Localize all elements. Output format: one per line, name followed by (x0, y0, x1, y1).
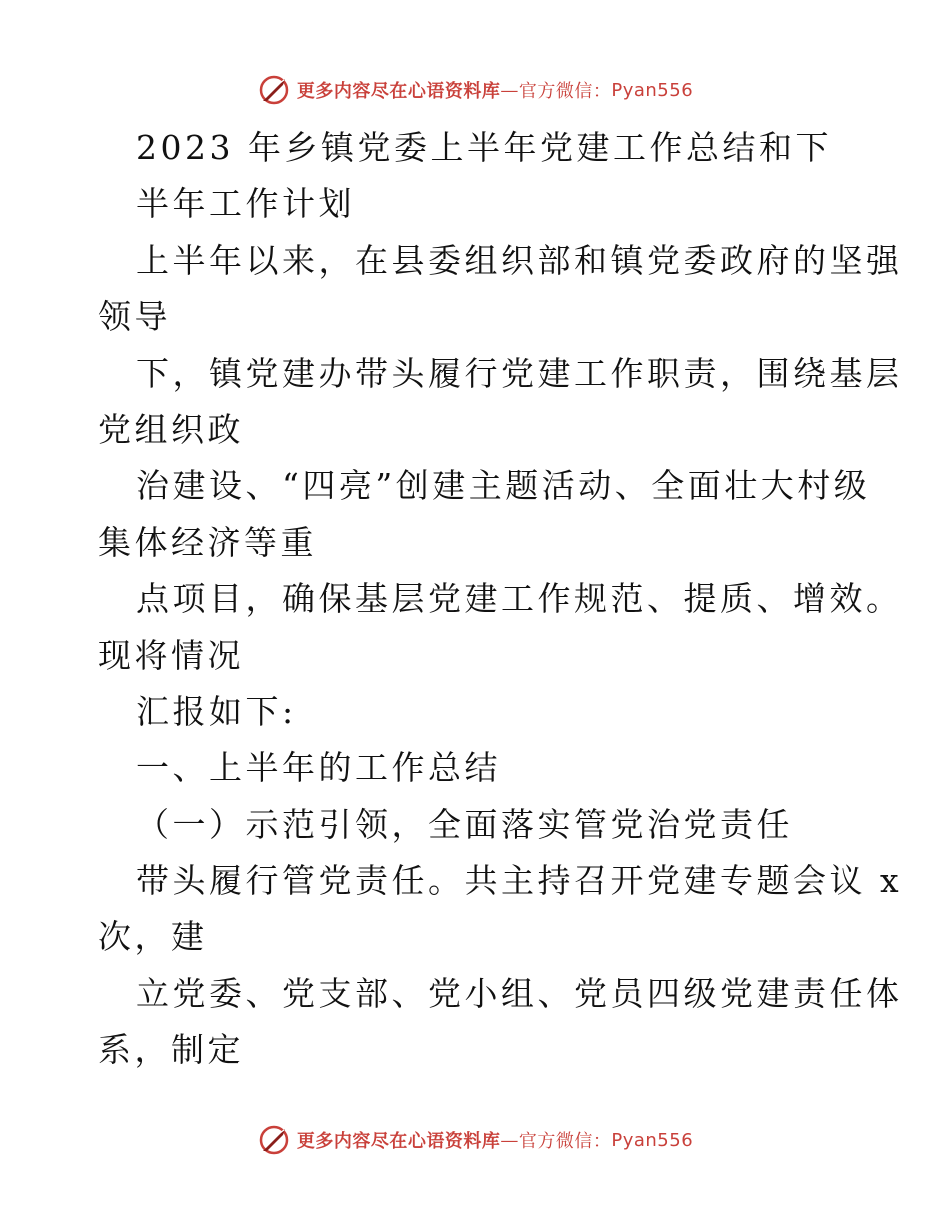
title-line-2: 半年工作计划 (136, 184, 355, 224)
text-line: 现将情况 (98, 635, 244, 675)
paragraph-lines (98, 233, 903, 1079)
watermark-dash: — (500, 79, 519, 101)
text-line: （一）示范引领，全面落实管党治党责任 (136, 804, 793, 844)
watermark-text: 更多内容尽在心语资料库 (296, 81, 501, 102)
text-line: 系，制定 (98, 1030, 244, 1070)
quill-seal-icon (257, 73, 291, 107)
watermark-wechat-id: Pyan556 (611, 1129, 694, 1151)
text-line: 带头履行管党责任。共主持召开党建专题会议 x (136, 861, 903, 901)
text-line: 集体经济等重 (98, 522, 317, 562)
text-line: 次，建 (98, 917, 208, 957)
text-line: 领导 (98, 297, 171, 337)
text-line: 点项目，确保基层党建工作规范、提质、增效。 (136, 579, 903, 619)
header-watermark (0, 70, 950, 110)
text-line: 立党委、党支部、党小组、党员四级党建责任体 (136, 973, 903, 1013)
document-body (98, 120, 903, 1079)
quill-seal-icon (257, 1123, 291, 1157)
watermark-dash: — (500, 1129, 519, 1151)
watermark-text: 更多内容尽在心语资料库 (296, 1131, 501, 1152)
text-line: 下，镇党建办带头履行党建工作职责，围绕基层 (136, 353, 903, 393)
text-line: 治建设、“四亮”创建主题活动、全面壮大村级 (136, 466, 871, 506)
watermark-wechat-label: 官方微信： (518, 1131, 612, 1152)
title-line-1: 2023 年乡镇党委上半年党建工作总结和下 (136, 128, 832, 167)
watermark-wechat-label: 官方微信： (518, 81, 612, 102)
footer-watermark (0, 1120, 950, 1160)
text-line: 汇报如下: (136, 691, 297, 731)
text-line: 党组织政 (98, 409, 244, 449)
text-line: 一、上半年的工作总结 (136, 748, 501, 788)
watermark-wechat-id: Pyan556 (611, 79, 694, 101)
text-line: 上半年以来，在县委组织部和镇党委政府的坚强 (136, 240, 903, 280)
